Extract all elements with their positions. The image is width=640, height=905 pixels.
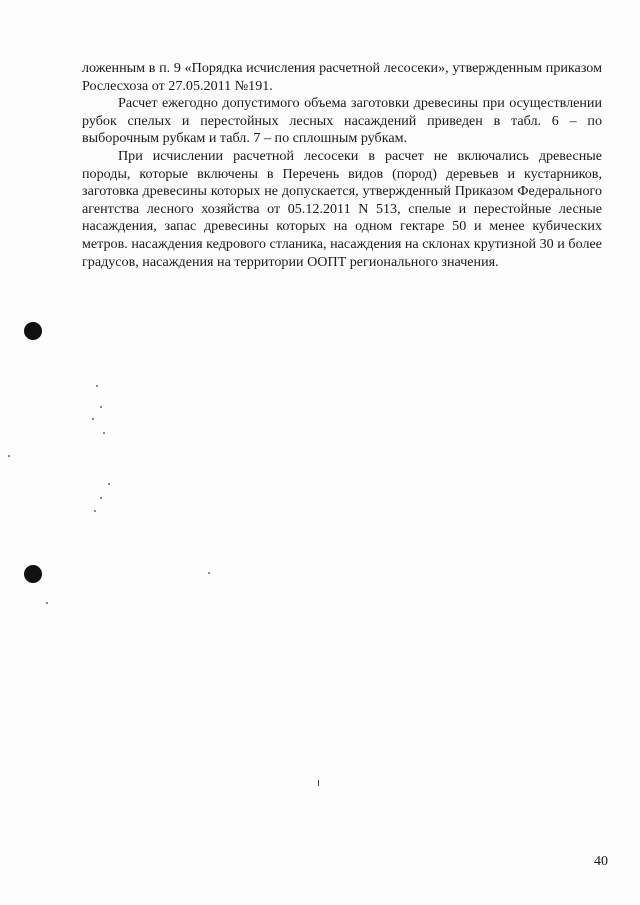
scan-speck <box>46 602 48 604</box>
scan-mark <box>318 780 319 786</box>
scan-speck <box>92 418 94 420</box>
scan-speck <box>100 406 102 408</box>
paragraph-continuation: ложенным в п. 9 «Порядка исчисления расчетной лесосеки», утвержденным приказом Рослесхоза от 27.05.2011 №191. <box>82 60 602 94</box>
scan-speck <box>100 497 102 499</box>
scan-speck <box>103 432 105 434</box>
scan-speck <box>96 385 98 387</box>
scan-speck <box>8 455 10 457</box>
scan-speck <box>94 510 96 512</box>
scan-speck <box>208 572 210 574</box>
punch-hole-top <box>24 322 42 340</box>
paragraph-calculation: Расчет ежегодно допустимого объема заготовки древесины при осуществлении рубок спелых и перестойных лесных насаждений приведен в табл. 6 – по выборочным рубкам и табл. 7 – по сплошным рубкам. <box>82 95 602 147</box>
scan-speck <box>108 483 110 485</box>
page-number: 40 <box>594 854 608 869</box>
paragraph-exclusions: При исчислении расчетной лесосеки в расчет не включались древесные породы, которые включены в Перечень видов (пород) деревьев и кустарников, заготовка древесины которых не допускается, утвержденный Приказом Федерального агентства лесного хозяйства от 05.12.2011 N 513, спелые и перестойные лесные насаждения, запас древесины которых на одном гектаре 50 и менее кубических метров. насаждения кедрового стланика, насаждения на склонах крутизной 30 и более градусов, насаждения на территории ООПТ регионального значения. <box>82 147 602 270</box>
punch-hole-bottom <box>24 565 42 583</box>
body-text <box>82 60 602 271</box>
